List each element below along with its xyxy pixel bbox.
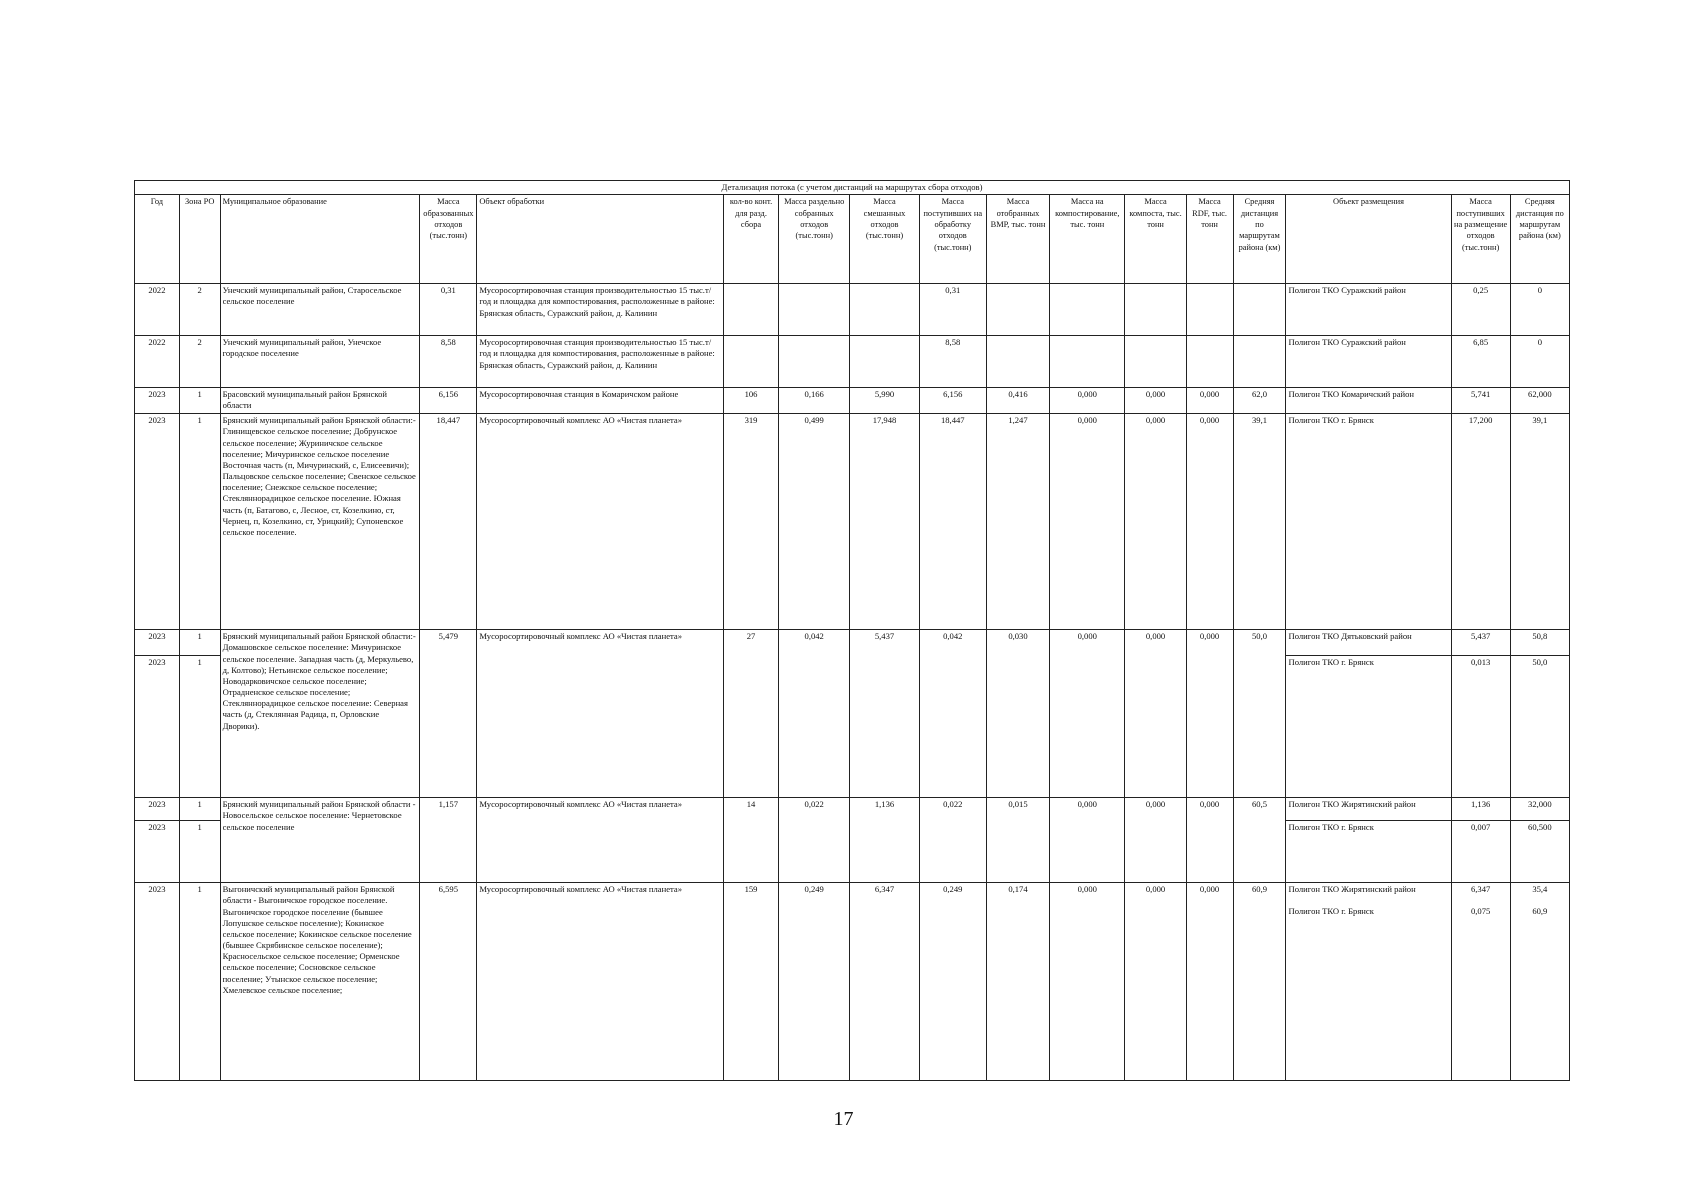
cell-mass-compost [1125, 284, 1186, 336]
header-mass-to-treatment: Масса поступивших на обработку отходов (тыс.тонн) [919, 195, 986, 284]
table-row [135, 798, 1570, 821]
cell-mass-rdf: 0,000 [1186, 883, 1233, 1081]
cell-zone: 1 [179, 656, 220, 798]
table-row [135, 414, 1570, 630]
cell-treatment-object: Мусоросортировочная станция в Комаричском районе [477, 388, 724, 414]
cell-municipality: Брасовский муниципальный район Брянской области [220, 388, 420, 414]
cell-mass-vmr: 0,416 [986, 388, 1049, 414]
cell-mass-vmr: 0,174 [986, 883, 1049, 1081]
cell-treatment-object: Мусоросортировочный комплекс АО «Чистая планета» [477, 798, 724, 883]
cell-mass-to-disposal: 5,741 [1451, 388, 1510, 414]
header-containers: кол-во конт. для разд. сбора [724, 195, 779, 284]
cell-containers [724, 284, 779, 336]
cell-avg-distance-routes: 50,0 [1233, 630, 1286, 798]
cell-municipality: Выгоничский муниципальный район Брянской области - Выгоничское городское поселение. Выгоничское городское поселение (бывшее Лопушское сельское поселение); Кокинское сельское поселение; Кокинское сельское поселение (бывшее Скрябинское сельское поселение); Красносельское сельское поселение; Орменское сельское поселение; Сосновское сельское поселение; Утынское сельское поселение; Хмелевское сельское поселение; [220, 883, 420, 1081]
cell-mass-rdf [1186, 284, 1233, 336]
cell-disposal-object: Полигон ТКО Жирятинский район [1286, 798, 1451, 821]
cell-municipality: Унечский муниципальный район, Старосельское сельское поселение [220, 284, 420, 336]
cell-mass-to-disposal: 6,85 [1451, 336, 1510, 388]
cell-disposal-object: Полигон ТКО Суражский район [1286, 284, 1451, 336]
cell-mass-composting [1050, 284, 1125, 336]
cell-avg-distance-district: 0 [1510, 284, 1569, 336]
flow-detail-table [134, 180, 1570, 1081]
cell-disposal-object: Полигон ТКО Дятьковский район [1286, 630, 1451, 656]
cell-containers: 14 [724, 798, 779, 883]
cell-avg-distance-routes: 60,5 [1233, 798, 1286, 883]
cell-mass-generated: 8,58 [420, 336, 477, 388]
table-row [135, 284, 1570, 336]
header-mass-to-disposal: Масса поступивших на размещение отходов (тыс.тонн) [1451, 195, 1510, 284]
cell-year: 2022 [135, 284, 180, 336]
cell-mass-to-treatment: 18,447 [919, 414, 986, 630]
cell-mass-mixed: 5,437 [850, 630, 919, 798]
cell-mass-separate: 0,166 [779, 388, 850, 414]
cell-mass-separate: 0,499 [779, 414, 850, 630]
cell-avg-distance-district: 60,9 [1510, 905, 1569, 1081]
header-municipality: Муниципальное образование [220, 195, 420, 284]
header-mass-vmr: Масса отобранных ВМР, тыс. тонн [986, 195, 1049, 284]
cell-mass-rdf [1186, 336, 1233, 388]
cell-year: 2023 [135, 883, 180, 1081]
cell-mass-to-treatment: 0,249 [919, 883, 986, 1081]
cell-mass-rdf: 0,000 [1186, 630, 1233, 798]
cell-zone: 1 [179, 798, 220, 821]
cell-year: 2023 [135, 656, 180, 798]
cell-treatment-object: Мусоросортировочный комплекс АО «Чистая планета» [477, 414, 724, 630]
cell-mass-generated: 1,157 [420, 798, 477, 883]
header-mass-separate: Масса раздельно собранных отходов (тыс.тонн) [779, 195, 850, 284]
header-mass-compost: Масса компоста, тыс. тонн [1125, 195, 1186, 284]
cell-mass-mixed: 1,136 [850, 798, 919, 883]
cell-mass-mixed: 6,347 [850, 883, 919, 1081]
cell-municipality: Унечский муниципальный район, Унечское городское поселение [220, 336, 420, 388]
cell-zone: 2 [179, 284, 220, 336]
cell-containers [724, 336, 779, 388]
cell-mass-generated: 5,479 [420, 630, 477, 798]
cell-disposal-object: Полигон ТКО Суражский район [1286, 336, 1451, 388]
cell-mass-generated: 6,156 [420, 388, 477, 414]
cell-mass-vmr: 0,030 [986, 630, 1049, 798]
cell-treatment-object: Мусоросортировочная станция производительностью 15 тыс.т/год и площадка для компостирования, расположенные в районе: Брянская область, Суражский район, д. Калинин [477, 284, 724, 336]
cell-avg-distance-routes [1233, 336, 1286, 388]
table-row [135, 883, 1570, 905]
cell-mass-separate [779, 336, 850, 388]
header-mass-rdf: Масса RDF, тыс. тонн [1186, 195, 1233, 284]
page-number: 17 [833, 1108, 854, 1130]
cell-avg-distance-district: 60,500 [1510, 821, 1569, 883]
cell-disposal-object: Полигон ТКО Жирятинский район [1286, 883, 1451, 905]
cell-zone: 1 [179, 883, 220, 1081]
cell-avg-distance-district: 62,000 [1510, 388, 1569, 414]
cell-disposal-object: Полигон ТКО Комаричский район [1286, 388, 1451, 414]
table-caption: Детализация потока (с учетом дистанций на маршрутах сбора отходов) [135, 181, 1570, 195]
cell-mass-vmr [986, 284, 1049, 336]
cell-mass-composting: 0,000 [1050, 798, 1125, 883]
cell-mass-compost: 0,000 [1125, 388, 1186, 414]
cell-zone: 1 [179, 388, 220, 414]
cell-mass-to-disposal: 0,075 [1451, 905, 1510, 1081]
cell-year: 2023 [135, 388, 180, 414]
cell-mass-generated: 18,447 [420, 414, 477, 630]
cell-year: 2022 [135, 336, 180, 388]
cell-mass-to-disposal: 17,200 [1451, 414, 1510, 630]
header-avg-distance-routes: Средняя дистанция по маршрутам района (км) [1233, 195, 1286, 284]
cell-mass-mixed: 5,990 [850, 388, 919, 414]
cell-mass-to-treatment: 6,156 [919, 388, 986, 414]
cell-year: 2023 [135, 414, 180, 630]
cell-mass-rdf: 0,000 [1186, 798, 1233, 883]
header-zone: Зона РО [179, 195, 220, 284]
cell-zone: 2 [179, 336, 220, 388]
cell-mass-to-disposal: 6,347 [1451, 883, 1510, 905]
header-mass-composting: Масса на компостирование, тыс. тонн [1050, 195, 1125, 284]
cell-mass-compost [1125, 336, 1186, 388]
cell-mass-mixed [850, 336, 919, 388]
cell-containers: 319 [724, 414, 779, 630]
cell-municipality: Брянский муниципальный район Брянской области:- Домашовское сельское поселение: Мичуринское сельское поселение. Западная часть (д, Меркульево, д, Колтово); Нетьинское сельское поселение; Новодарковичское сельское поселение; Отрадненское сельское поселение; Стекляннорадицкое сельское поселение: Северная часть (д, Стеклянная Радица, п, Орловские Дворики). [220, 630, 420, 798]
cell-mass-to-disposal: 0,013 [1451, 656, 1510, 798]
cell-mass-to-disposal: 0,25 [1451, 284, 1510, 336]
table-row [135, 630, 1570, 656]
cell-mass-compost: 0,000 [1125, 414, 1186, 630]
header-treatment-object: Объект обработки [477, 195, 724, 284]
cell-mass-compost: 0,000 [1125, 798, 1186, 883]
cell-mass-separate: 0,042 [779, 630, 850, 798]
cell-disposal-object: Полигон ТКО г. Брянск [1286, 414, 1451, 630]
cell-mass-to-treatment: 0,022 [919, 798, 986, 883]
cell-treatment-object: Мусоросортировочный комплекс АО «Чистая планета» [477, 883, 724, 1081]
cell-mass-separate: 0,249 [779, 883, 850, 1081]
cell-mass-rdf: 0,000 [1186, 414, 1233, 630]
cell-mass-to-treatment: 0,042 [919, 630, 986, 798]
cell-containers: 106 [724, 388, 779, 414]
cell-mass-composting: 0,000 [1050, 414, 1125, 630]
cell-zone: 1 [179, 630, 220, 656]
cell-mass-generated: 6,595 [420, 883, 477, 1081]
cell-mass-to-disposal: 0,007 [1451, 821, 1510, 883]
cell-avg-distance-district: 39,1 [1510, 414, 1569, 630]
cell-year: 2023 [135, 630, 180, 656]
cell-zone: 1 [179, 821, 220, 883]
cell-mass-to-treatment: 0,31 [919, 284, 986, 336]
cell-year: 2023 [135, 798, 180, 821]
cell-mass-to-disposal: 5,437 [1451, 630, 1510, 656]
cell-mass-rdf: 0,000 [1186, 388, 1233, 414]
cell-zone: 1 [179, 414, 220, 630]
cell-mass-vmr [986, 336, 1049, 388]
cell-mass-separate: 0,022 [779, 798, 850, 883]
cell-containers: 27 [724, 630, 779, 798]
cell-avg-distance-district: 0 [1510, 336, 1569, 388]
cell-mass-composting: 0,000 [1050, 883, 1125, 1081]
cell-municipality: Брянский муниципальный район Брянской области - Новосельское сельское поселение: Чернетовское сельское поселение [220, 798, 420, 883]
cell-containers: 159 [724, 883, 779, 1081]
cell-mass-vmr: 0,015 [986, 798, 1049, 883]
table-row [135, 388, 1570, 414]
cell-disposal-object: Полигон ТКО г. Брянск [1286, 821, 1451, 883]
cell-mass-composting: 0,000 [1050, 388, 1125, 414]
cell-avg-distance-routes [1233, 284, 1286, 336]
header-disposal-object: Объект размещения [1286, 195, 1451, 284]
cell-mass-generated: 0,31 [420, 284, 477, 336]
cell-mass-vmr: 1,247 [986, 414, 1049, 630]
cell-mass-compost: 0,000 [1125, 883, 1186, 1081]
cell-avg-distance-district: 50,0 [1510, 656, 1569, 798]
cell-avg-distance-routes: 62,0 [1233, 388, 1286, 414]
cell-treatment-object: Мусоросортировочный комплекс АО «Чистая планета» [477, 630, 724, 798]
cell-mass-compost: 0,000 [1125, 630, 1186, 798]
cell-mass-to-treatment: 8,58 [919, 336, 986, 388]
header-avg-distance-district: Средняя дистанция по маршрутам района (км) [1510, 195, 1569, 284]
cell-mass-separate [779, 284, 850, 336]
cell-disposal-object: Полигон ТКО г. Брянск [1286, 656, 1451, 798]
cell-mass-composting: 0,000 [1050, 630, 1125, 798]
cell-year: 2023 [135, 821, 180, 883]
cell-treatment-object: Мусоросортировочная станция производительностью 15 тыс.т/год и площадка для компостирования, расположенные в районе: Брянская область, Суражский район, д. Калинин [477, 336, 724, 388]
cell-avg-distance-routes: 60,9 [1233, 883, 1286, 1081]
cell-mass-to-disposal: 1,136 [1451, 798, 1510, 821]
cell-avg-distance-district: 35,4 [1510, 883, 1569, 905]
cell-mass-mixed [850, 284, 919, 336]
cell-avg-distance-district: 50,8 [1510, 630, 1569, 656]
cell-disposal-object: Полигон ТКО г. Брянск [1286, 905, 1451, 1081]
cell-municipality: Брянский муниципальный район Брянской области:- Глинищевское сельское поселение; Добрунское сельское поселение; Журиничское сельское поселение; Мичуринское сельское поселение Восточная часть (п, Мичуринский, с, Елисеевичи); Пальцовское сельское поселение; Свенское сельское поселение; Снежское сельское поселение; Стекляннорадицкое сельское поселение. Южная часть (п, Батагово, с, Лесное, ст, Козелкино, ст, Чернец, п, Козелкино, ст, Урицкий); Супоневское сельское поселение. [220, 414, 420, 630]
cell-avg-distance-routes: 39,1 [1233, 414, 1286, 630]
header-mass-mixed: Масса смешанных отходов (тыс.тонн) [850, 195, 919, 284]
cell-mass-mixed: 17,948 [850, 414, 919, 630]
cell-avg-distance-district: 32,000 [1510, 798, 1569, 821]
cell-mass-composting [1050, 336, 1125, 388]
header-mass-generated: Масса образованных отходов (тыс.тонн) [420, 195, 477, 284]
table-row [135, 336, 1570, 388]
header-year: Год [135, 195, 180, 284]
